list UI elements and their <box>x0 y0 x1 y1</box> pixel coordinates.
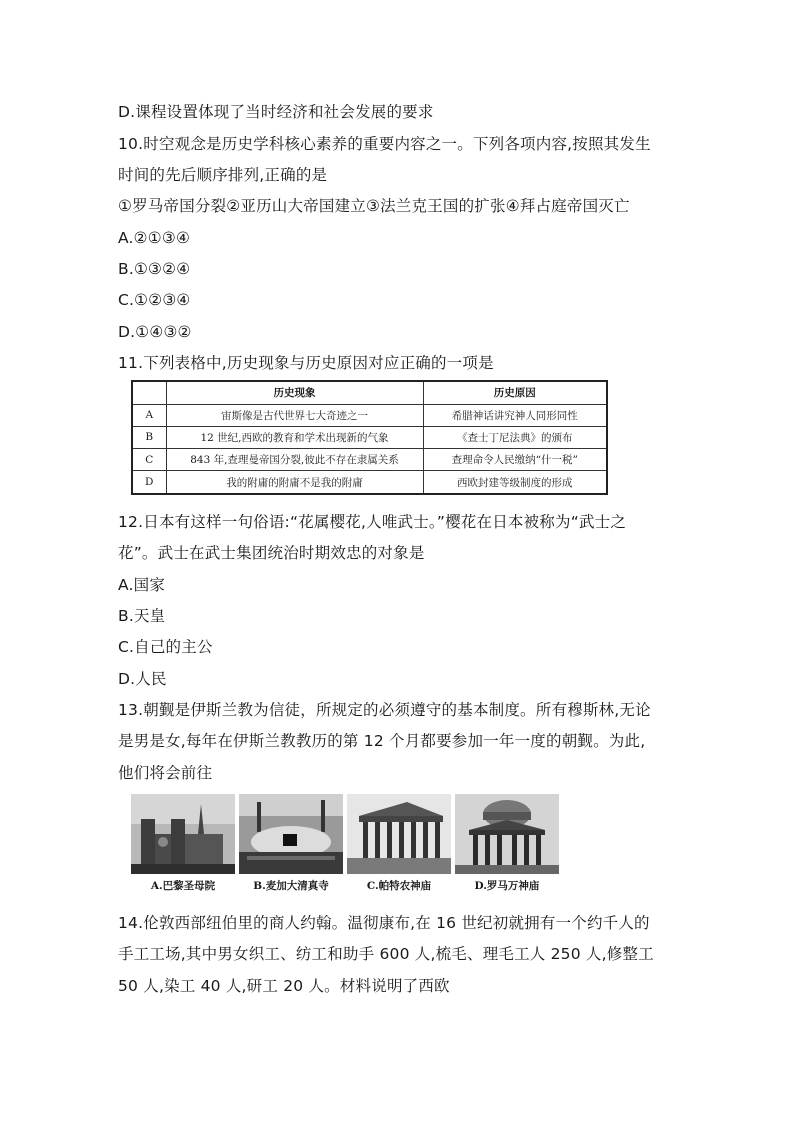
table-cell: 希腊神话讲究神人同形同性 <box>423 404 607 426</box>
q12-option-c: C.自己的主公 <box>118 638 213 656</box>
q14-stem-line2: 手工工场,其中男女织工、纺工和助手 600 人,梳毛、理毛工人 250 人,修整工 <box>118 945 654 963</box>
history-table <box>131 380 608 495</box>
table-header-cell <box>132 381 166 404</box>
table-cell: D <box>132 471 166 494</box>
table-cell: 宙斯像是古代世界七大奇迹之一 <box>166 404 423 426</box>
table-header-cell: 历史原因 <box>423 381 607 404</box>
notre-dame-photo <box>131 794 235 874</box>
image-caption-a: A.巴黎圣母院 <box>150 880 216 892</box>
q9-option-d: D.课程设置体现了当时经济和社会发展的要求 <box>118 103 434 121</box>
q10-stem-line1: 10.时空观念是历史学科核心素养的重要内容之一。下列各项内容,按照其发生 <box>118 135 651 153</box>
q14-stem-line3: 50 人,染工 40 人,研工 20 人。材料说明了西欧 <box>118 977 450 995</box>
table-row <box>132 404 607 426</box>
q12-stem-line1: 12.日本有这样一句俗语:“花属樱花,人唯武士。”樱花在日本被称为“武士之 <box>118 513 627 531</box>
q10-option-b: B.①③②④ <box>118 260 191 278</box>
q14-stem-line1: 14.伦敦西部纽伯里的商人约翰。温彻康布,在 16 世纪初就拥有一个约千人的 <box>118 914 650 932</box>
q12-option-a: A.国家 <box>118 576 166 594</box>
q13-stem-line2: 是男是女,每年在伊斯兰教教历的第 12 个月都要参加一年一度的朝觐。为此, <box>118 732 646 750</box>
table-cell: C <box>132 449 166 471</box>
table-header-row <box>132 381 607 404</box>
mecca-mosque-photo <box>239 794 343 874</box>
q12-stem-line2: 花”。武士在武士集团统治时期效忠的对象是 <box>118 544 425 562</box>
table-cell: 查理命令人民缴纳“什一税” <box>423 449 607 471</box>
q10-items: ①罗马帝国分裂②亚历山大帝国建立③法兰克王国的扩张④拜占庭帝国灭亡 <box>118 197 630 215</box>
q10-option-d: D.①④③② <box>118 323 192 341</box>
q10-option-c: C.①②③④ <box>118 291 191 309</box>
table-header-cell: 历史现象 <box>166 381 423 404</box>
q11-stem: 11.下列表格中,历史现象与历史原因对应正确的一项是 <box>118 354 494 372</box>
table-cell: 西欧封建等级制度的形成 <box>423 471 607 494</box>
q12-option-b: B.天皇 <box>118 607 166 625</box>
q13-stem-line1: 13.朝觐是伊斯兰教为信徒，所规定的必须遵守的基本制度。所有穆斯林,无论 <box>118 701 651 719</box>
table-row <box>132 471 607 494</box>
q10-stem-line2: 时间的先后顺序排列,正确的是 <box>118 166 328 184</box>
q12-option-d: D.人民 <box>118 670 167 688</box>
table-cell: 《查士丁尼法典》的颁布 <box>423 426 607 448</box>
table-cell: B <box>132 426 166 448</box>
parthenon-photo <box>347 794 451 874</box>
image-caption-d: D.罗马万神庙 <box>474 880 540 892</box>
q13-stem-line3: 他们将会前往 <box>118 764 213 782</box>
q10-option-a: A.②①③④ <box>118 229 191 247</box>
table-cell: 我的附庸的附庸不是我的附庸 <box>166 471 423 494</box>
q13-image-options <box>131 794 559 894</box>
image-caption-c: C.帕特农神庙 <box>366 880 432 892</box>
table-cell: 12 世纪,西欧的教育和学术出现新的气象 <box>166 426 423 448</box>
table-cell: 843 年,查理曼帝国分裂,彼此不存在隶属关系 <box>166 449 423 471</box>
image-caption-b: B.麦加大清真寺 <box>253 880 329 892</box>
table-cell: A <box>132 404 166 426</box>
pantheon-photo <box>455 794 559 874</box>
table-row <box>132 426 607 448</box>
table-row <box>132 449 607 471</box>
